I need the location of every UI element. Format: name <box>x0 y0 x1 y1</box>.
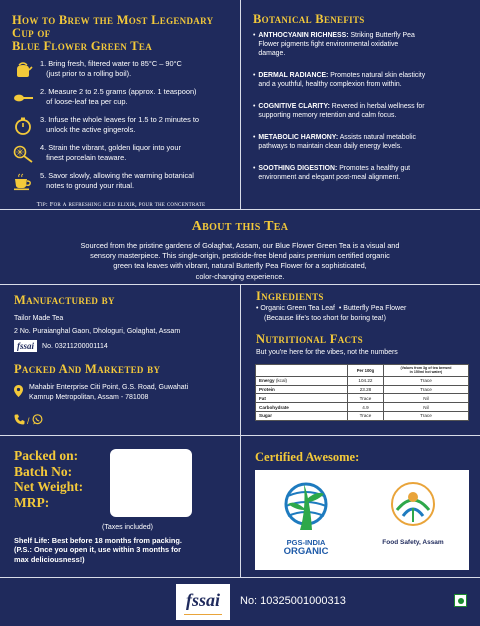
about-text: Sourced from the pristine gardens of Golaghat, Assam, our Blue Flower Green Tea is a visual and sensory masterpiece. This single-origin, pesticide-free blend pairs premium certified organic green tea leaves with vibrant, natural Butterfly Pea Flower for a sophisticated, color-changing experience. <box>80 241 400 281</box>
manufacturer-address: 2 No. Puraianghal Gaon, Dhologuri, Golaghat, Assam <box>14 328 181 335</box>
contact-icons-row <box>14 412 240 430</box>
manufacturer-license-row <box>14 340 240 352</box>
nutrition-header-row <box>256 365 469 377</box>
ingredients-list: • Organic Green Tea Leaf • Butterfly Pea Flower <box>256 305 407 312</box>
marketer-address-row: Mahabir Enterprise Citi Point, G.S. Road, Guwahati Kamrup Metropolitan, Assam - 781008 <box>14 383 240 402</box>
benefit-item-4: • METABOLIC HARMONY: Assists natural metabolic pathways to maintain clean daily energy levels. <box>253 134 416 150</box>
about-section <box>0 210 480 284</box>
fssai-footer-logo: fssai <box>176 584 230 620</box>
footer-license-number: No: 10325001000313 <box>240 595 346 607</box>
footer-bar <box>0 578 480 626</box>
location-pin-icon <box>14 384 23 402</box>
manufacturer-license: No. 03211200001114 <box>42 342 108 350</box>
teaspoon-icon <box>12 87 34 109</box>
phone-icon[interactable] <box>14 412 25 430</box>
certified-title: Certified Awesome: <box>255 450 360 464</box>
kettle-icon <box>12 59 34 81</box>
brew-guide-section <box>0 0 241 210</box>
nutrition-table <box>255 364 469 421</box>
teacup-icon <box>12 171 34 193</box>
table-row: Protein 23.28 Trace <box>256 385 469 394</box>
brew-step-4: 4. Strain the vibrant, golden liquor into your finest porcelain teaware. <box>12 143 230 165</box>
fssai-logo: fssai <box>14 340 37 352</box>
brew-step-5: 5. Savor slowly, allowing the warming botanical notes to ground your ritual. <box>12 171 230 193</box>
about-title: About this Tea <box>191 219 289 234</box>
table-row: Sugar Trace Trace <box>256 411 469 420</box>
benefits-title: Botanical Benefits <box>253 12 365 26</box>
nutrition-title: Nutritional Facts <box>256 332 363 346</box>
benefit-item-2: • DERMAL RADIANCE: Promotes natural skin elasticity and a youthful, healthy complexion from within. <box>253 72 426 88</box>
certifications-box <box>255 470 469 570</box>
mrp-label: MRP: <box>14 494 50 510</box>
separator: / <box>27 416 30 426</box>
strainer-icon <box>12 143 34 165</box>
benefit-item-1: • ANTHOCYANIN RICHNESS: Striking Butterfly Pea Flower pigments fight environmental oxidative damage. <box>253 32 415 57</box>
packing-info-section <box>0 436 241 578</box>
ingredients-title: Ingredients <box>256 289 324 303</box>
packed-on-label: Packed on: <box>14 448 79 463</box>
benefit-item-5: • SOOTHING DIGESTION: Promotes a healthy gut environment and elegant post-meal alignment. <box>253 165 411 181</box>
manufacturer-name: Tailor Made Tea <box>14 315 64 322</box>
benefits-section <box>241 0 480 210</box>
shelf-life: Shelf Life: Best before 18 months from packing. (P.S.: Once you open it, use within 3 months for max deliciousness!) <box>14 536 182 564</box>
brew-title: How to Brew the Most Legendary Cup of Blue Flower Green Tea <box>12 13 214 53</box>
brew-tip: Tip: For a refreshing iced elixir, pour the concentrate <box>36 201 206 208</box>
brew-step-1: 1. Bring fresh, filtered water to 85°C – 90°C (just prior to a rolling boil). <box>12 59 230 81</box>
brew-step-3: 3. Infuse the whole leaves for 1.5 to 2 minutes to unlock the active gingerols. <box>12 115 230 137</box>
ingredients-note: (Because life's too short for boring tea!) <box>264 315 386 322</box>
pgs-india-logo <box>261 480 351 564</box>
manufacturer-section <box>0 284 241 436</box>
taxes-note: (Taxes included) <box>102 524 153 531</box>
pgs-text-line2: ORGANIC <box>283 546 329 557</box>
benefit-item-3: • COGNITIVE CLARITY: Revered in herbal wellness for supporting memory retention and calm focus. <box>253 103 425 119</box>
veg-mark-icon <box>454 594 467 607</box>
food-safety-emblem-icon <box>389 480 437 528</box>
batch-no-label: Batch No: <box>14 463 73 479</box>
print-details-box <box>110 449 192 517</box>
pgs-text-line1: PGS-INDIA <box>286 538 326 547</box>
brewed-header: (Values from 3g of tea brewed in 150ml hot water) <box>383 365 468 377</box>
marketed-title: Packed And Marketed by <box>14 362 161 376</box>
nutrition-subtitle: But you're here for the vibes, not the numbers <box>256 349 398 356</box>
table-row: Fat Trace Nil <box>256 394 469 403</box>
pgs-globe-icon <box>276 480 336 534</box>
manufactured-title: Manufactured by <box>14 293 115 307</box>
whatsapp-icon[interactable] <box>32 412 43 430</box>
per100-header: Per 100g <box>348 365 384 377</box>
table-row: Carbohydrate 4.9 Nil <box>256 403 469 412</box>
net-weight-label: Net Weight: <box>14 479 84 494</box>
table-row: Energy (kcal) 104.22 Trace <box>256 376 469 385</box>
timer-icon <box>12 115 34 137</box>
brew-step-2: 2. Measure 2 to 2.5 grams (approx. 1 teaspoon) of loose-leaf tea per cup. <box>12 87 230 109</box>
fssai-underline <box>184 614 222 616</box>
food-safety-logo <box>363 480 463 564</box>
food-safety-text: Food Safety, Assam <box>382 539 444 546</box>
